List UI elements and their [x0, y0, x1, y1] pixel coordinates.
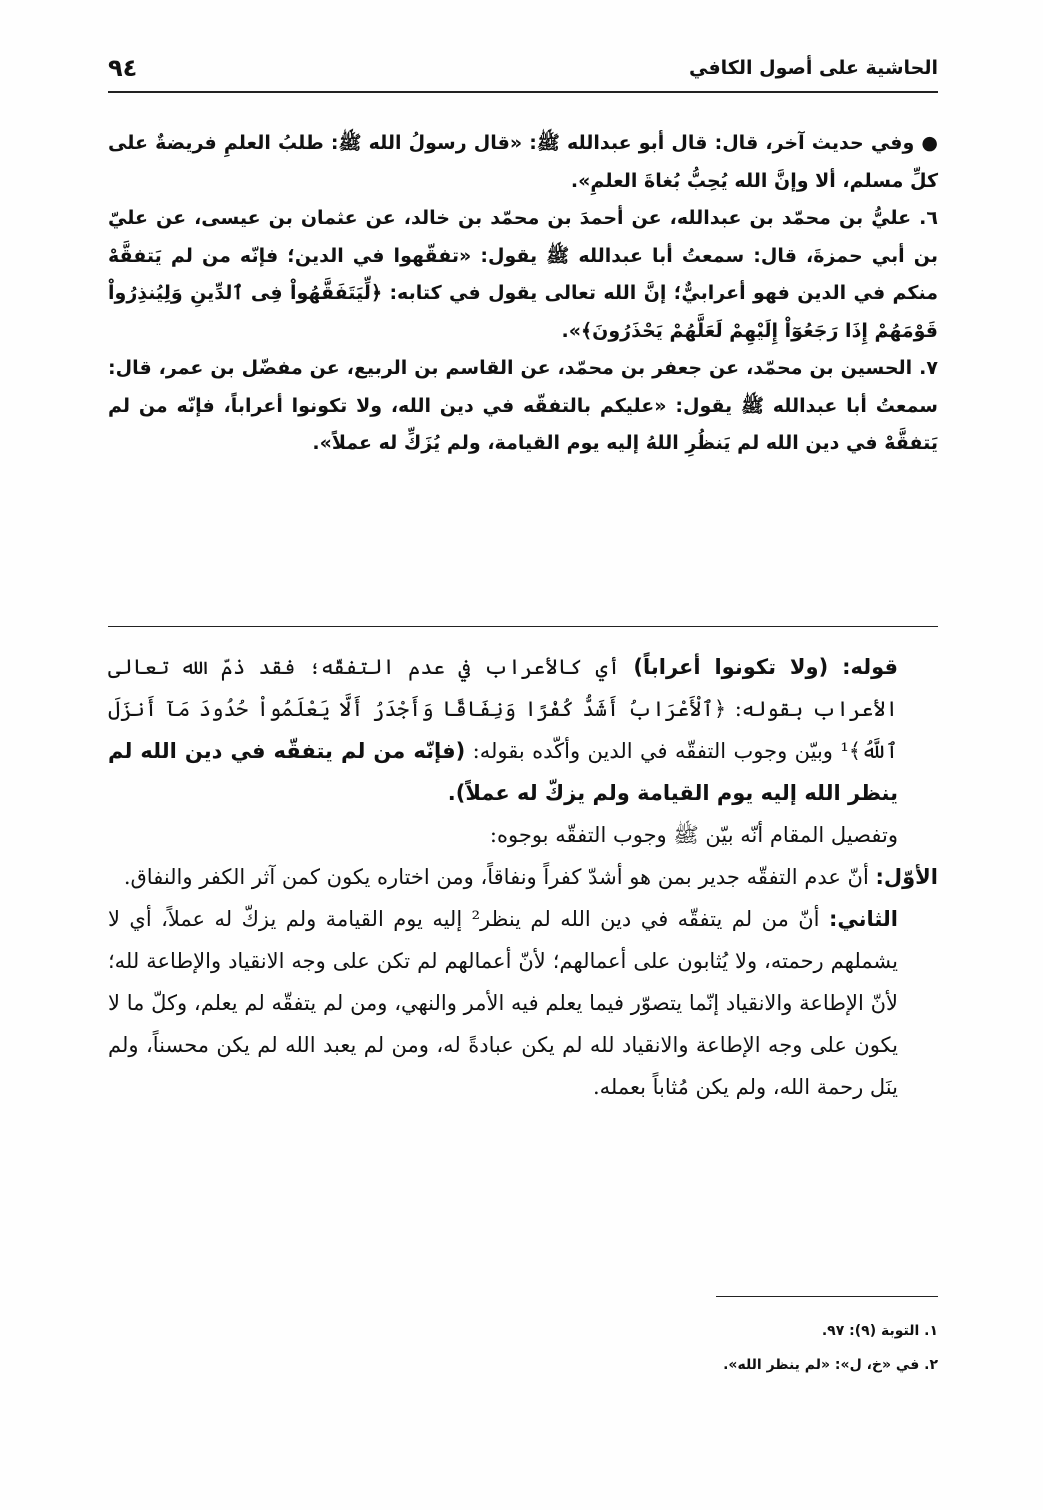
- running-header: [108, 48, 938, 88]
- point-second-text: أنّ من لم يتفقّه في دين الله لم ينظر² إليه يوم القيامة ولم يزكّ له عملاً، أي لا يشملهم رحمته، ولا يُثابون على أعمالهم؛ لأنّ أعمالهم لم تكن على وجه الانقياد والإطاعة لله؛ لأنّ الإطاعة والانقياد إنّما يتصوّر فيما يعلم فيه الأمر والنهي، ومن لم يتفقّه لم يعلم، وكلّ ما لا يكون على وجه الإطاعة والانقياد لله لم يكن عبادةً له، ومن لم يعبد الله لم يكن محسناً، ولم ينَل رحمة الله، ولم يكن مُثاباً بعمله.: [108, 907, 898, 1099]
- page-number: ٩٤: [108, 54, 138, 82]
- point-first-text: أنّ عدم التفقّه جدير بمن هو أشدّ كفراً ونفاقاً، ومن اختاره يكون كمن آثر الكفر والنفاق.: [123, 865, 876, 889]
- point-second-label: الثاني:: [828, 907, 899, 931]
- footnote-1: ١. التوبة (٩): ٩٧.: [821, 1323, 938, 1339]
- hadith-paragraph-7: ٧. الحسين بن محمّد، عن جعفر بن محمّد، عن القاسم بن الربيع، عن مفضّل بن عمر، قال: سمعتُ أبا عبدالله ﷺ يقول: «عليكم بالتفقّه في دين الله، ولا تكونوا أعراباً، فإنّه من لم يَتفقَّهْ في دين الله لم يَنظُرِ اللهُ إليه يوم القيامة، ولم يُزَكِّ له عملاً».: [108, 357, 938, 454]
- footnote-rule: [716, 1296, 938, 1297]
- hadith-paragraph-other-narration: ● وفي حديث آخر، قال: قال أبو عبدالله ﷺ: «قال رسولُ الله ﷺ: طلبُ العلمِ فريضةٌ على كلِّ مسلم، ألا وإنَّ الله يُحِبُّ بُغاةَ العلمِ».: [108, 132, 938, 192]
- point-first-label: الأوّل:: [875, 865, 938, 889]
- footnotes: [108, 1314, 938, 1382]
- commentary-paragraph-2: وتفصيل المقام أنّه بيّن ﷺ وجوب التفقّه بوجوه:: [489, 823, 898, 847]
- hadith-paragraph-6: ٦. عليُّ بن محمّد بن عبدالله، عن أحمدَ بن محمّد بن خالد، عن عثمان بن عيسى، عن عليّ بن أبي حمزةَ، قال: سمعتُ أبا عبدالله ﷺ يقول: «تفقّهوا في الدين؛ فإنّه من لم يَتفقَّهْ منكم في الدين فهو أعرابيٌّ؛ إنَّ الله تعالى يقول في كتابه: ﴿لِّيَتَفَقَّهُواْ فِى ٱلدِّينِ وَلِيُنذِرُواْ قَوْمَهُمْ إِذَا رَجَعُوٓاْ إِلَيْهِمْ لَعَلَّهُمْ يَحْذَرُونَ﴾».: [108, 207, 938, 342]
- commentary-lemma: قوله: (ولا تكونوا أعراباً): [633, 655, 899, 679]
- running-title: الحاشية على أصول الكافي: [688, 57, 938, 79]
- commentary-paragraph-1: [108, 646, 938, 814]
- header-rule: [108, 91, 938, 93]
- text-commentary-divider: [108, 626, 938, 627]
- commentary-paragraph-4: [108, 898, 938, 1108]
- commentary-block: [108, 646, 938, 1108]
- footnote-2: ٢. في «خ، ل»: «لم ينظر الله».: [723, 1357, 938, 1373]
- commentary-quote: (فإنّه من لم يتفقّه في دين الله لم ينظر الله إليه يوم القيامة ولم يزكّ له عملاً).: [108, 739, 898, 805]
- commentary-text: أي كالأعراب في عدم التفقّه؛ فقد ذمّ الله تعالى الأعراب بقوله: ﴿ٱلْأَعْرَابُ أَشَدُّ كُفْرًا وَنِفَاقًا وَأَجْدَرُ أَلَّا يَعْلَمُواْ حُدُودَ مَآ أَنزَلَ ٱللَّهُ﴾¹ وبيّن وجوب التفقّه في الدين وأكّده بقوله:: [108, 655, 899, 763]
- commentary-paragraph-3: [108, 856, 938, 898]
- hadith-text-block: [108, 125, 938, 463]
